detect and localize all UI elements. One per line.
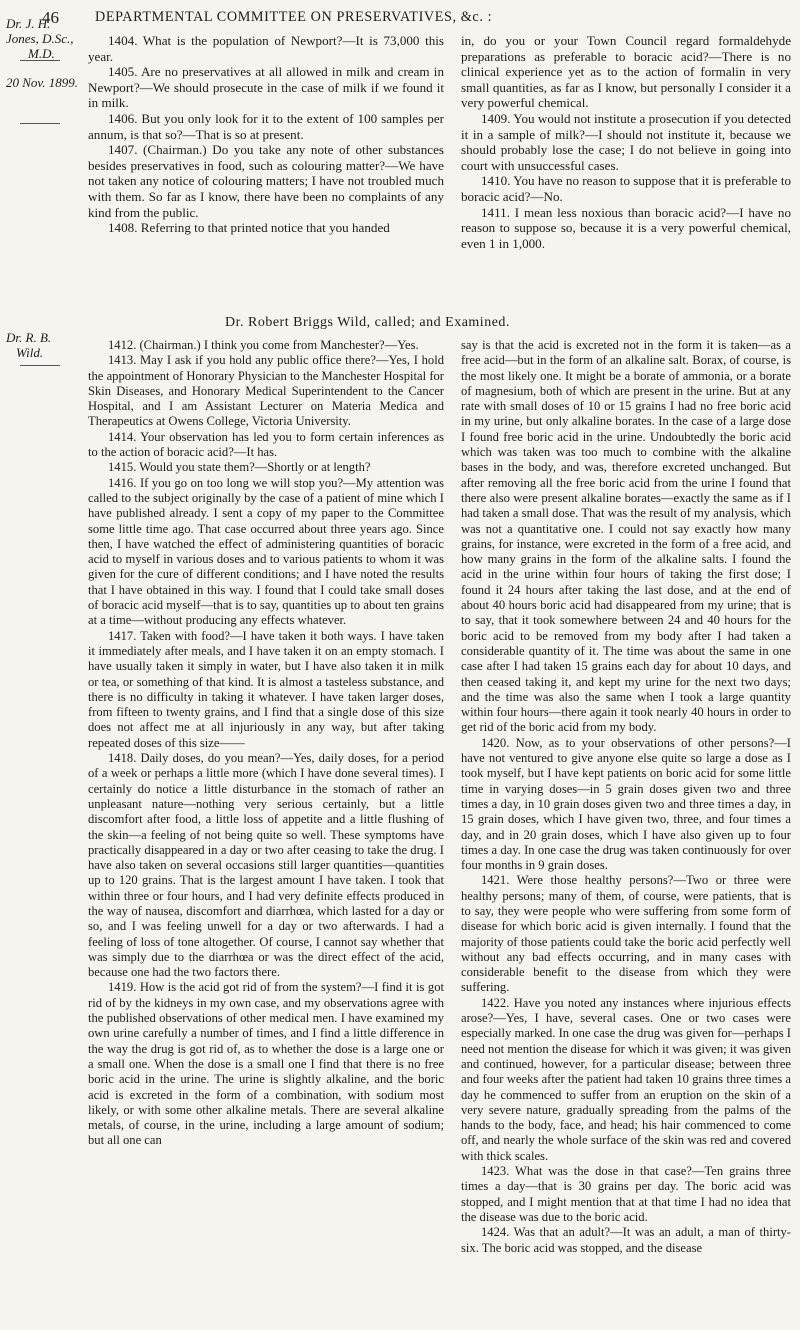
margin-name-2: Wild. [16,345,44,360]
paragraph: 1410. You have no reason to suppose that it is preferable to boracic acid?—No. [461,173,791,204]
paragraph: 1412. (Chairman.) I think you come from Manchester?—Yes. [108,338,419,352]
paragraph: 1420. Now, as to your observations of other persons?—I have not ventured to give anyone else quite so large a dose as I took myself, but I have kept patients on boric acid for some little time in varying doses—in 5 grain doses given two and three times a day, in 10 grain doses given two and three times a day, in 15 grain doses, which I have given two, three, and four times a day, and in 20 grain doses, which I have also given up to four times a day. In one case the drug was taken continuously for over four months in 9 grain doses. [461,735,791,873]
paragraph: 1424. Was that an adult?—It was an adult, a man of thirty-six. The boric acid was stopped, and the disease [461,1225,791,1255]
page-number: 46 [42,8,59,27]
paragraph: 1415. Would you state them?—Shortly or at length? [108,460,371,475]
margin-note-witness-1 [6,16,78,90]
paragraph: 1418. Daily doses, do you mean?—Yes, daily doses, for a period of a week or perhaps a little more (which I have done several times). I certainly do notice a little disturbance in the stomach of rather an unpleasant nature—nothing very serious certainly, but a little discomfort after food, a little loss of appetite and a little flushing of the skin—a feeling of not being quite so well. These symptoms have practically disappeared in a day or two after ceasing to take the drug. I have also taken on several occasions still larger quantities—quantities up to 120 grains. That is the largest amount I have taken. I took that within three or four hours, and I had very definite effects produced in the way of nausea, discomfort and diarrhœa, which lasted for a day or so, and I was feeling unwell for a day or two afterwards. I had a feeling of loss of tone altogether. Of course, I cannot say whether that was simply due to the diarrhœa or was the direct effect of the acid, because one had the two factors there. [88,751,444,980]
top-right-column [461,33,791,251]
paragraph: 1406. But you only look for it to the extent of 100 samples per annum, is that so?—That is so at present. [88,110,444,142]
margin-degree-2: M.D. [28,46,55,61]
paragraph: in, do you or your Town Council regard formaldehyde preparations as preferable to boracic acid?—There is no clinical experience yet as to the action of formalin in very small quantities, as far as I know, but personally I consider it a very powerful chemical. [461,33,791,111]
paragraph: 1422. Have you noted any instances where injurious effects arose?—Yes, I have, several cases. One or two cases were especially marked. In one case the drug was given for—perhaps I need not mention the disease for which it was given; it was given and continued, however, for a particular disease; between three and four weeks after the patient had taken 10 grains three times a day he commenced to suffer from an eruption on the skin of a very severe nature, gradually spreading from the palms of the hands to the body, face, and head; his hair commenced to come off, and nearly the whole surface of the skin was red and covered with thick scales. [461,995,791,1163]
left-column [88,338,444,1149]
right-column [461,338,791,1256]
margin-date: 20 Nov. 1899. [6,75,78,90]
margin-divider [20,123,60,124]
margin-note-witness-2 [6,330,51,360]
paragraph: 1408. Referring to that printed notice that you handed [108,220,390,236]
running-header: DEPARTMENTAL COMMITTEE ON PRESERVATIVES, &c. : [95,9,493,25]
paragraph: 1419. How is the acid got rid of from the system?—I find it is got rid of by the kidneys in my own case, and my observations agree with the published observations of other medical men. I have examined my own urine carefully a number of times, and I find a little difference in the way the drug is got rid of, as to whether the dose is a large one or a small one. When the dose is a small one I find that there is no free boric acid in the urine. The urine is slightly alkaline, and the boric acid is excreted in the form of a combination, with sodium most likely, or with some other alkaline metals. There are several alkaline metals, of course, in the urine, including a large amount of sodium; but all one can [88,980,444,1148]
top-left-column [88,33,444,236]
paragraph: 1417. Taken with food?—I have taken it both ways. I have taken it immediately after meals, and I have taken it on an empty stomach. I have usually taken it simply in water, but I have also taken it in milk or tea, or something of that kind. It is almost a tasteless substance, and there is no difficulty in taking it whatever. I have taken larger doses, from fifteen to twenty grains, and I find that a single dose of this size does not affect me at all injuriously in any way, but after taking repeated doses of this size—— [88,628,444,750]
paragraph: 1407. (Chairman.) Do you take any note of other substances besides preservatives in food, such as colouring matter?—We have not taken any notice of colouring matters; I have not troubled much with them. So far as I know, there have been no complaints of any kind from the public. [88,142,444,220]
margin-divider [20,60,60,61]
paragraph: say is that the acid is excreted not in the form it is taken—as a free acid—but in the form of an alkaline salt. Borax, of course, is the most likely one. It might be a borate of ammonia, or a borate of magnesium, both of which are present in the urine. But at any rate with small doses of 10 or 15 grains I had no free boric acid in my urine, but only alkaline borates. In the case of a large dose I found free boric acid in the urine. Undoubtedly the boric acid which was taken was too much to combine with the alkaline bases in the body, and was, therefore excreted unchanged. But after removing all the free boric acid from the urine I found that there also were present alkaline borates—exactly the same as if I had taken a small dose. That was the result of my analysis, which was not a quantitative one. I could not say exactly how many grains, for instance, were excreted in the form of a free acid, and how many grains in the form of the alkaline salts. I found the acid in the urine within four hours of taking the first dose; I found it 24 hours after taking the last dose, and at the end of about 40 hours boric acid had disappeared from my urine; that is to say, that it took somewhere between 24 and 40 hours for the boric acid to be removed from my body after I had taken a considerable quantity of it. The time was about the same in one case after I had taken 15 grains each day for about 10 days, and then ceased taking it, and kept my urine for the next two days; and the time was also the same when I took a large quantity within four hours—there again it took nearly 40 hours in order to get rid of the boric acid from my body. [461,338,791,735]
paragraph: 1405. Are no preservatives at all allowed in milk and cream in Newport?—We should prosecute in the case of milk if we found it in milk. [88,64,444,111]
margin-name: Dr. J. H. [6,16,51,31]
paragraph: 1411. I mean less noxious than boracic acid?—I have no reason to suppose so, because it is a very powerful chemical, even 1 in 1,000. [461,204,791,251]
paragraph: 1416. If you go on too long we will stop you?—My attention was called to the subject originally by the case of a patient of mine which I have published already. I sent a copy of my paper to the Committee some little time ago. That case occurred about three years ago. Since then, I have watched the effect of administering quantities of boracic acid to myself in various doses and to various patients to whom it was given for the cure of different conditions; and I have noted the results that I have obtained in this way. I found that I could take small doses of boracic acid myself—that is to say, quantities up to about ten grains at a time—without producing any effects whatever. [88,475,444,628]
paragraph: 1404. What is the population of Newport?—It is 73,000 this year. [88,33,444,64]
margin-degree: Jones, D.Sc., [6,31,74,46]
margin-divider [20,365,60,366]
paragraph: 1413. May I ask if you hold any public office there?—Yes, I hold the appointment of Honorary Physician to the Manchester Hospital for Skin Diseases, and Honorary Medical Superintendent to the Cancer Hospital, and I am Assistant Lecturer on Materia Medica and Therapeutics at Owens College, Victoria University. [88,353,444,429]
paragraph: 1409. You would not institute a prosecution if you detected it in a sample of milk?—I should not institute it, because we should probably lose the case; I do not believe in going into court with unsuccessful cases. [461,110,791,173]
margin-name: Dr. R. B. [6,330,52,345]
witness-heading: Dr. Robert Briggs Wild, called; and Examined. [225,315,510,330]
paragraph: 1423. What was the dose in that case?—Ten grains three times a day—that is 30 grains per day. The boric acid was stopped, and I might mention that at that time I had no idea that the disease was due to the boric acid. [461,1164,791,1224]
paragraph: 1414. Your observation has led you to form certain inferences as to the action of boracic acid?—It has. [88,429,444,460]
paragraph: 1421. Were those healthy persons?—Two or three were healthy persons; many of them, of course, were patients, that is to say, they were people who were suffering from some form of disease for which boric acid is given internally. I found that the majority of those patients could take the boric acid perfectly well without any bad effects occurring, and in many cases with considerable benefit to the disease from which they were suffering. [461,873,791,995]
